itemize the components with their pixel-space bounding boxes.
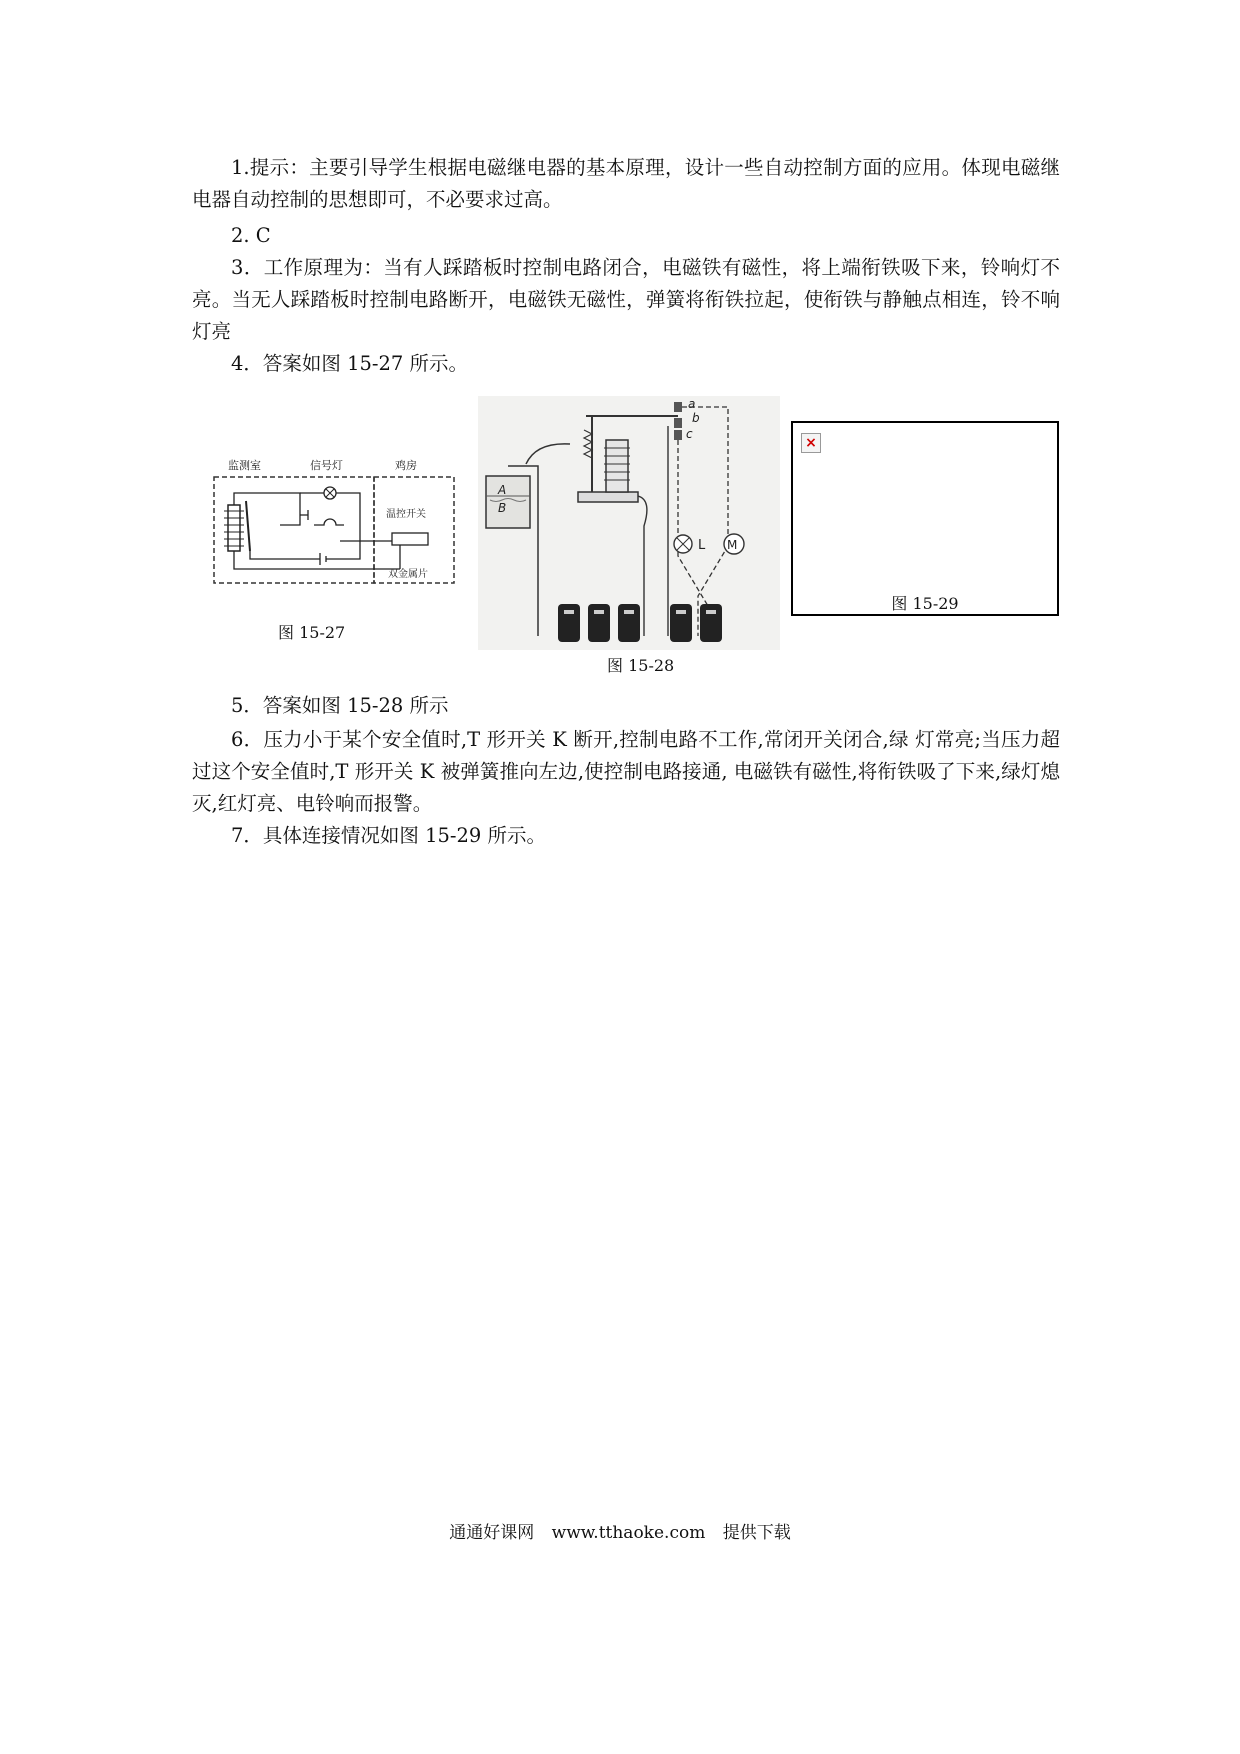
label-M: M [727, 538, 738, 552]
answer-2: 2. C [231, 224, 271, 247]
label-b: b [692, 411, 700, 425]
label-bimetal: 双金属片 [388, 569, 428, 580]
figure-15-27 [210, 455, 460, 590]
answer-4: 4．答案如图 15-27 所示。 [231, 352, 469, 375]
answer-1: 1.提示：主要引导学生根据电磁继电器的基本原理，设计一些自动控制方面的应用。体现电磁继电器自动控制的思想即可，不必要求过高。 [192, 156, 1060, 211]
figure-15-29 [791, 421, 1059, 616]
label-B: B [498, 501, 507, 515]
broken-image-icon: × [801, 433, 821, 453]
figure-15-28-caption: 图 15-28 [607, 656, 675, 675]
answer-7: 7．具体连接情况如图 15-29 所示。 [231, 824, 547, 847]
footer-url[interactable]: www.tthaoke.com [551, 1523, 706, 1543]
label-warehouse: 鸡房 [395, 459, 417, 472]
answer-5: 5．答案如图 15-28 所示 [231, 694, 449, 717]
figure-15-28 [478, 396, 780, 650]
figure-15-29-caption: 图 15-29 [891, 594, 959, 613]
page-footer [0, 1518, 1240, 1543]
footer-site-name: 通通好课网 [449, 1523, 535, 1543]
label-c: c [686, 427, 693, 441]
answer-6: 6．压力小于某个安全值时,T 形开关 K 断开,控制电路不工作,常闭开关闭合,绿 灯常亮;当压力超过这个安全值时,T 形开关 K 被弹簧推向左边,使控制电路接通, 电磁铁有磁性,将衔铁吸了下来,绿灯熄灭,红灯亮、电铃响而报警。 [192, 728, 1060, 815]
label-A: A [498, 483, 507, 497]
label-L: L [698, 538, 706, 553]
label-monitor-room: 监测室 [228, 459, 261, 472]
answer-3: 3．工作原理为：当有人踩踏板时控制电路闭合，电磁铁有磁性，将上端衔铁吸下来，铃响灯不亮。当无人踩踏板时控制电路断开，电磁铁无磁性，弹簧将衔铁拉起，使衔铁与静触点相连，铃不响灯亮 [192, 256, 1060, 343]
figure-15-27-caption: 图 15-27 [278, 623, 346, 642]
label-a: a [688, 397, 696, 411]
label-temp-switch: 温控开关 [386, 509, 426, 520]
label-signal-lamp: 信号灯 [310, 459, 343, 472]
footer-suffix: 提供下载 [722, 1523, 791, 1543]
